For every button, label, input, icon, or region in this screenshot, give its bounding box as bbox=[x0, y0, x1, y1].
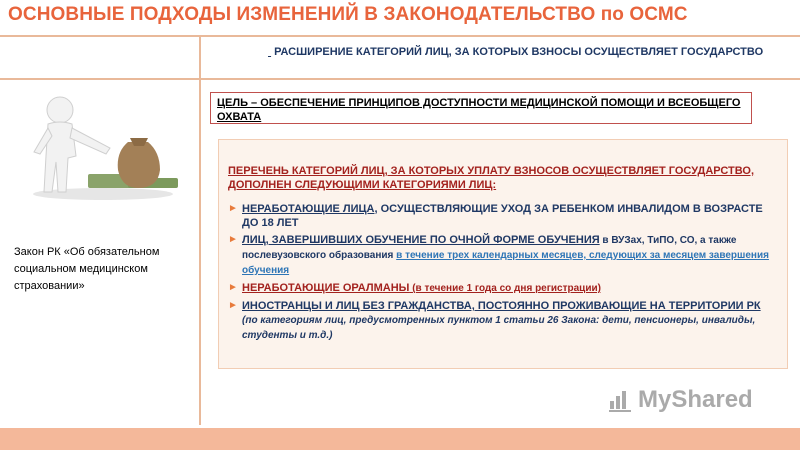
top-divider bbox=[0, 35, 800, 37]
arrow-bullet-icon: ► bbox=[228, 234, 238, 245]
goal-text: ЦЕЛЬ – ОБЕСПЕЧЕНИЕ ПРИНЦИПОВ ДОСТУПНОСТИ МЕДИЦИНСКОЙ ПОМОЩИ И ВСЕОБЩЕГО ОХВАТА bbox=[217, 97, 741, 123]
footer-bar bbox=[0, 428, 800, 450]
list-item bbox=[228, 233, 779, 278]
item4-highlight: ИНОСТРАНЦЫ И ЛИЦ БЕЗ ГРАЖДАНСТВА, ПОСТОЯННО ПРОЖИВАЮЩИЕ НА ТЕРРИТОРИИ РК bbox=[242, 300, 761, 312]
item2-highlight: ЛИЦ, ЗАВЕРШИВШИХ ОБУЧЕНИЕ ПО ОЧНОЙ ФОРМЕ ОБУЧЕНИЯ bbox=[242, 234, 600, 246]
person-with-money-bag-illustration bbox=[18, 92, 188, 202]
item3-highlight: НЕРАБОТАЮЩИЕ ОРАЛМАНЫ bbox=[242, 282, 410, 294]
arrow-bullet-icon: ► bbox=[228, 300, 238, 311]
item2-period: в течение трех календарных месяцев, следующих за месяцем завершения обучения bbox=[242, 250, 769, 276]
categories-intro bbox=[228, 164, 779, 192]
intro-line-1: ПЕРЕЧЕНЬ КАТЕГОРИЙ ЛИЦ, ЗА КОТОРЫХ УПЛАТУ ВЗНОСОВ ОСУЩЕСТВЛЯЕТ ГОСУДАРСТВО, bbox=[228, 165, 755, 177]
list-item bbox=[228, 281, 779, 296]
list-item bbox=[228, 299, 779, 343]
list-item bbox=[228, 202, 779, 230]
item1-text: , ОСУЩЕСТВЛЯЮЩИЕ УХОД ЗА РЕБЕНКОМ ИНВАЛИДОМ В ВОЗРАСТЕ ДО 18 ЛЕТ bbox=[242, 203, 763, 229]
item3-text: (в течение 1 года со дня регистрации) bbox=[409, 283, 601, 294]
subheading bbox=[268, 46, 763, 58]
watermark-text: MyShared bbox=[638, 386, 753, 413]
categories-panel bbox=[218, 139, 788, 369]
arrow-bullet-icon: ► bbox=[228, 203, 238, 214]
item4-note: (по категориям лиц, предусмотренных пунктом 1 статьи 26 Закона: дети, пенсионеры, инвалиды, студенты и т.д.) bbox=[242, 315, 756, 341]
watermark bbox=[608, 386, 753, 414]
vertical-divider bbox=[199, 37, 201, 425]
subheading-text: РАСШИРЕНИЕ КАТЕГОРИЙ ЛИЦ, ЗА КОТОРЫХ ВЗНОСЫ ОСУЩЕСТВЛЯЕТ ГОСУДАРСТВО bbox=[274, 46, 764, 58]
law-reference: Закон РК «Об обязательном социальном медицинском страховании» bbox=[14, 246, 160, 292]
page-title: ОСНОВНЫЕ ПОДХОДЫ ИЗМЕНЕНИЙ В ЗАКОНОДАТЕЛЬСТВО по ОСМС bbox=[8, 4, 688, 25]
myshared-logo-icon bbox=[608, 387, 634, 413]
goal-box bbox=[210, 92, 752, 124]
arrow-bullet-icon: ► bbox=[228, 282, 238, 293]
middle-divider bbox=[0, 78, 800, 80]
item1-highlight: НЕРАБОТАЮЩИЕ ЛИЦА bbox=[242, 203, 375, 215]
item2-text: в ВУЗах, ТиПО, СО, а также послевузовского образования bbox=[242, 235, 737, 261]
intro-line-2: ДОПОЛНЕН СЛЕДУЮЩИМИ КАТЕГОРИЯМИ ЛИЦ: bbox=[228, 179, 497, 191]
